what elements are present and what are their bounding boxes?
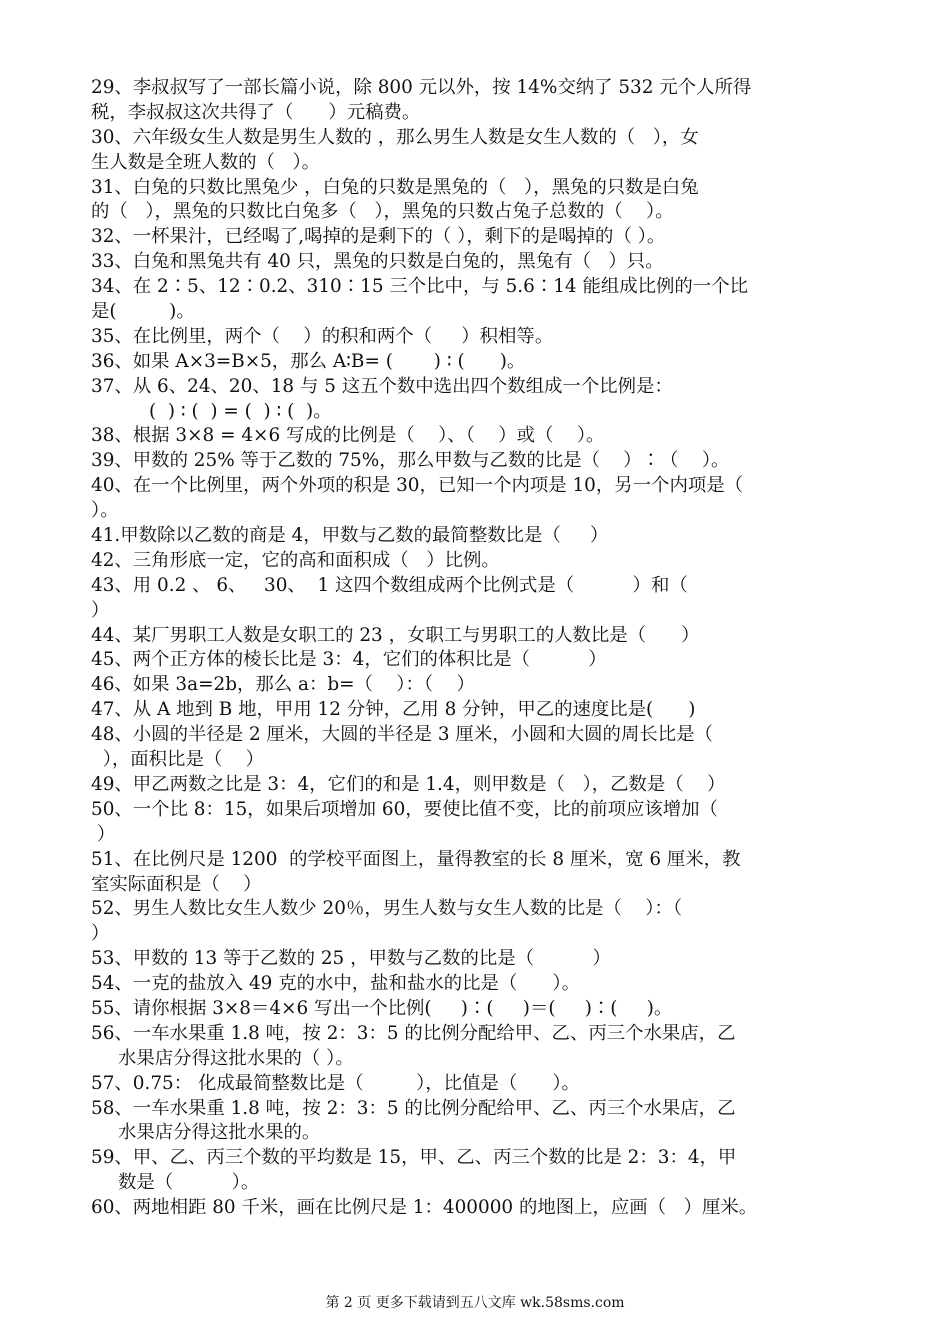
text-line: 45、两个正方体的棱长比是 3：4，它们的体积比是（ ） [91, 649, 607, 671]
text-line: 50、一个比 8：15，如果后项增加 60，要使比值不变，比的前项应该增加（ [91, 798, 718, 820]
text-line: 数是（ ）。 [118, 1172, 260, 1194]
text-line: 是( )。 [91, 301, 195, 323]
text-line: 48、小圆的半径是 2 厘米，大圆的半径是 3 厘米，小圆和大圆的周长比是（ [91, 724, 713, 746]
text-line: 43、用 0.2 、 6、 30、 1 这四个数组成两个比例式是（ ）和（ [91, 574, 688, 596]
text-line: 室实际面积是（ ） [91, 873, 262, 895]
text-line: 水果店分得这批水果的。 [118, 1122, 321, 1144]
text-line: 生人数是全班人数的（ ）。 [91, 151, 321, 173]
text-line: 29、李叔叔写了一部长篇小说，除 800 元以外，按 14%交纳了 532 元个人所得 [91, 77, 752, 98]
text-line: ）。 [91, 500, 119, 522]
text-line: 60、两地相距 80 千米，画在比例尺是 1：400000 的地图上，应画（ ）厘米。 [91, 1197, 758, 1219]
text-line: 水果店分得这批水果的（ ）。 [118, 1047, 354, 1069]
text-line: 36、如果 A×3=B×5，那么 A∶B= ( ) ∶ ( )。 [91, 350, 526, 372]
page-footer: 第 2 页 更多下载请到五八文库 wk.58sms.com [325, 1295, 625, 1311]
text-line: ），面积比是（ ） [91, 749, 265, 771]
text-line: 38、根据 3×8 = 4×6 写成的比例是（ ）、（ ）或（ ）。 [91, 425, 605, 447]
text-line: ） [91, 599, 110, 621]
text-line: 37、从 6、24、20、18 与 5 这五个数中选出四个数组成一个比例是： [91, 375, 673, 397]
text-line: 52、男生人数比女生人数少 20％，男生人数与女生人数的比是（ ）：（ [91, 898, 682, 920]
text-line: 46、如果 3a=2b，那么 a：b=（ ）：（ ） [91, 674, 475, 696]
text-line: 47、从 A 地到 B 地，甲用 12 分钟，乙用 8 分钟，甲乙的速度比是( ) [91, 699, 696, 721]
text-line: 税，李叔叔这次共得了（ ）元稿费。 [91, 101, 421, 123]
text-line: 54、一克的盐放入 49 克的水中，盐和盐水的比是（ ）。 [91, 973, 580, 995]
text-line: 32、一杯果汁，已经喝了,喝掉的是剩下的（ ），剩下的是喝掉的（ ）。 [91, 226, 666, 248]
text-line: ） [91, 823, 116, 845]
text-line: 的（ ），黑兔的只数比白兔多（ ），黑兔的只数占兔子总数的（ ）。 [91, 201, 674, 223]
text-line: 44、某厂男职工人数是女职工的 23 ，女职工与男职工的人数比是（ ） [91, 624, 700, 646]
text-line: 55、请你根据 3×8＝4×6 写出一个比例( )∶( )＝( )∶( )。 [91, 997, 673, 1019]
text-line: 34、在 2∶5、12∶0.2、310∶15 三个比中，与 5.6∶14 能组成比例的一个比 [91, 276, 748, 298]
text-line: 58、一车水果重 1.8 吨，按 2：3：5 的比例分配给甲、乙、丙三个水果店，乙 [91, 1097, 736, 1119]
text-line: 57、0.75： 化成最简整数比是（ ），比值是（ ）。 [91, 1072, 580, 1094]
text-line: 39、甲数的 25% 等于乙数的 75%，那么甲数与乙数的比是（ ）∶（ ）。 [91, 450, 730, 472]
text-line: 51、在比例尺是 1200 的学校平面图上，量得教室的长 8 厘米，宽 6 厘米，教 [91, 848, 741, 870]
text-line: 41.甲数除以乙数的商是 4，甲数与乙数的最简整数比是（ ） [91, 525, 609, 547]
text-line: ( ) ∶ ( ) = ( ) ∶ ( )。 [149, 400, 332, 422]
text-line: 42、三角形底一定，它的高和面积成（ ）比例。 [91, 549, 500, 571]
text-line: 53、甲数的 13 等于乙数的 25 ，甲数与乙数的比是（ ） [91, 948, 611, 970]
text-line: 35、在比例里，两个（ ）的积和两个（ ）积相等。 [91, 325, 554, 347]
text-line: ） [91, 923, 110, 945]
text-line: 59、甲、乙、丙三个数的平均数是 15，甲、乙、丙三个数的比是 2：3：4，甲 [91, 1147, 737, 1169]
text-line: 30、六年级女生人数是男生人数的 ，那么男生人数是女生人数的（ ），女 [91, 126, 699, 148]
question-list [91, 76, 871, 1221]
text-line: 49、甲乙两数之比是 3：4，它们的和是 1.4，则甲数是（ ），乙数是（ ） [91, 773, 726, 795]
text-line: 31、白兔的只数比黑兔少 ，白兔的只数是黑兔的（ ），黑兔的只数是白兔 [91, 176, 699, 198]
text-line: 40、在一个比例里，两个外项的积是 30，已知一个内项是 10，另一个内项是（ [91, 475, 744, 497]
text-line: 56、一车水果重 1.8 吨，按 2：3：5 的比例分配给甲、乙、丙三个水果店，乙 [91, 1022, 736, 1044]
text-line: 33、白兔和黑兔共有 40 只，黑兔的只数是白兔的，黑兔有（ ）只。 [91, 251, 664, 273]
